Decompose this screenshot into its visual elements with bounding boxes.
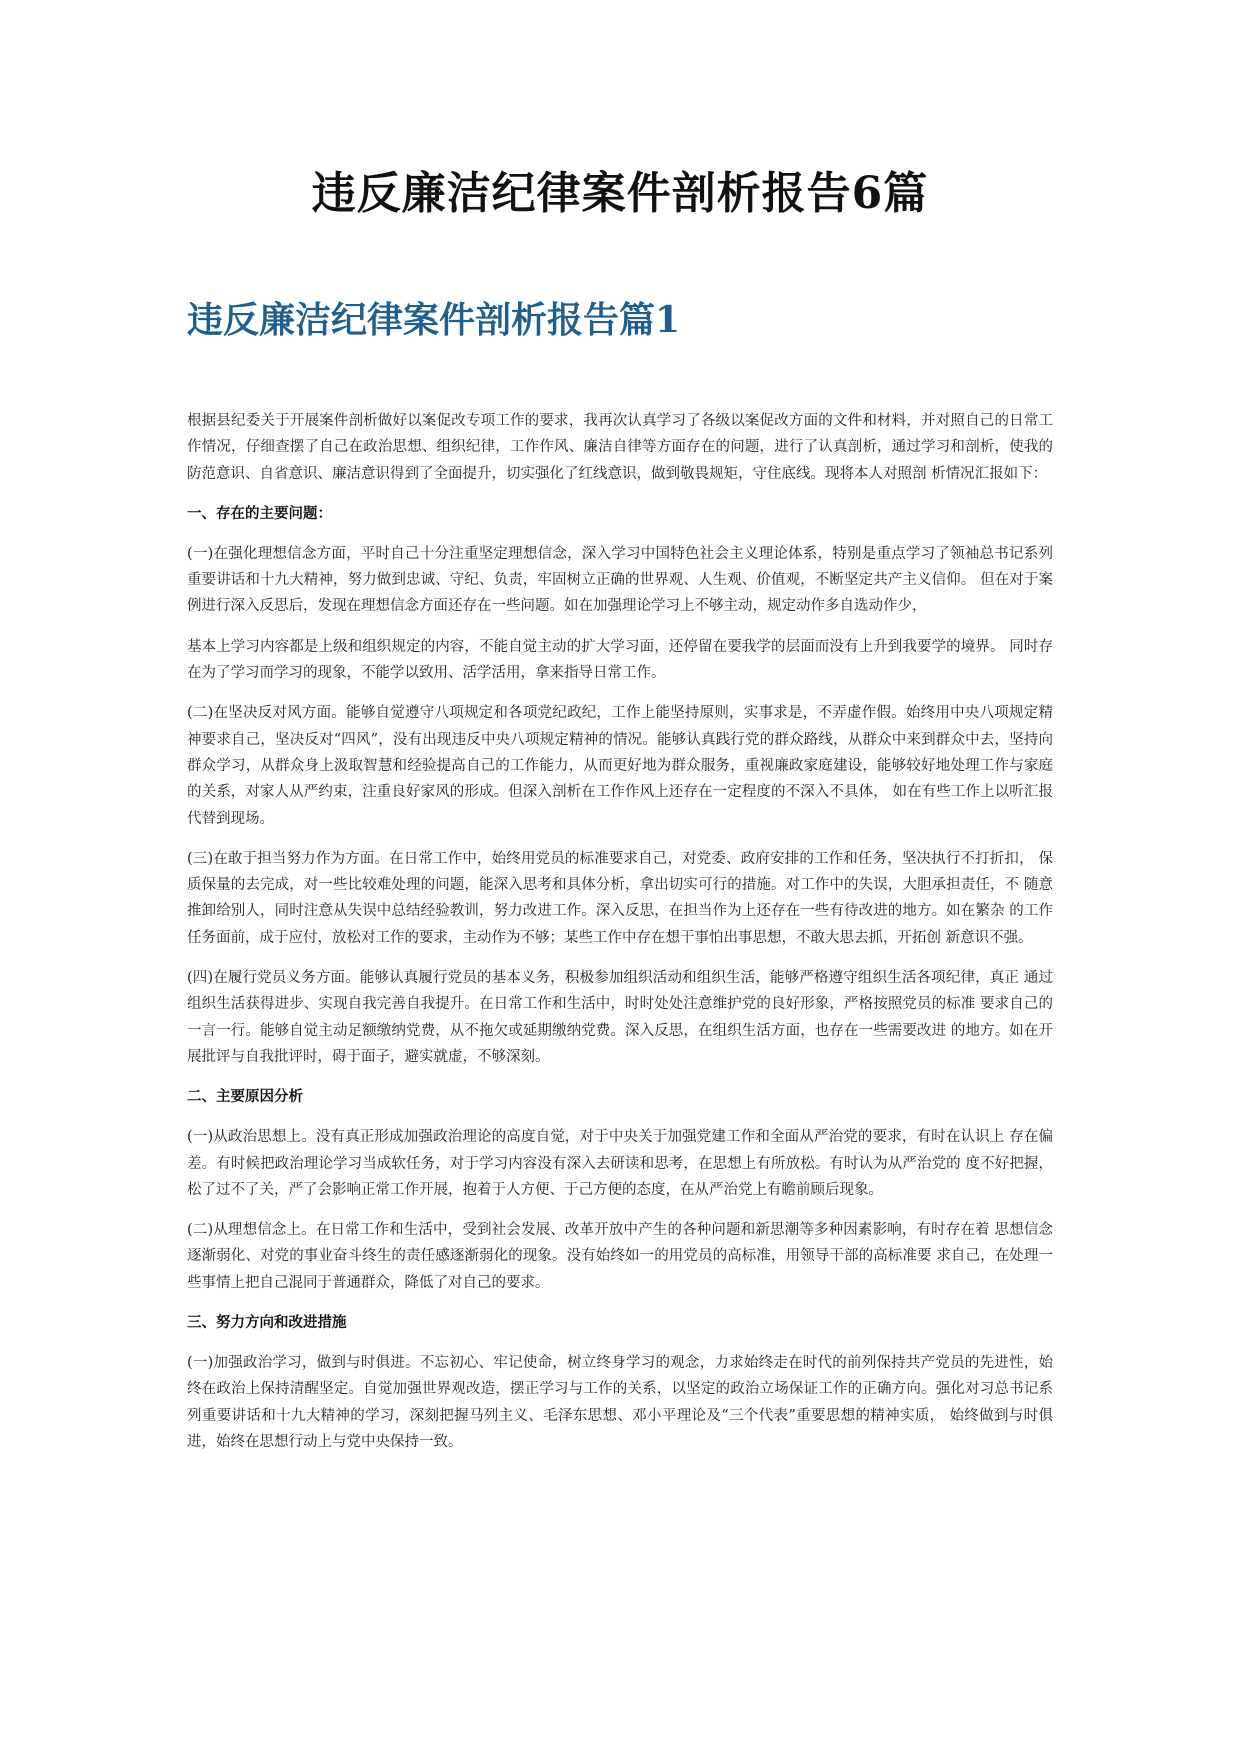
paragraph: (一)从政治思想上。没有真正形成加强政治理论的高度自觉，对于中央关于加强党建工作和全面从严治党的要求，有时在认识上 存在偏差。有时候把政治理论学习当成软任务，对于学习内容没有深入去研读和思考，在思想上有所放松。有时认为从严治党的 度不好把握，松了过不了关，严了会影响正常工作开展，抱着于人方便、于己方便的态度，在从严治党上有瞻前顾后现象。 bbox=[187, 1129, 1053, 1198]
paragraph: (二)在坚决反对风方面。能够自觉遵守八项规定和各项党纪政纪，工作上能坚持原则，实事求是，不弄虚作假。始终用中央八项规定精神要求自己，坚决反对“四风”，没有出现违反中央八项规定精神的情况。能够认真践行党的群众路线，从群众中来到群众中去，坚持向群众学习，从群众身上汲取智慧和经验提高自己的工作能力，从而更好地为群众服务，重视廉政家庭建设，能够较好地处理工作与家庭的关系，对家人从严约束，注重良好家风的形成。但深入剖析在工作作风上还存在一定程度的不深入不具体， 如在有些工作上以听汇报代替到现场。 bbox=[187, 705, 1053, 827]
paragraph: 基本上学习内容都是上级和组织规定的内容，不能自觉主动的扩大学习面，还停留在要我学的层面而没有上升到我要学的境界。 同时存在为了学习而学习的现象，不能学以致用、活学活用，拿来指导日常工作。 bbox=[187, 638, 1053, 682]
heading-cause-analysis: 二、主要原因分析 bbox=[187, 1089, 303, 1106]
paragraph: (三)在敢于担当努力作为方面。在日常工作中，始终用党员的标准要求自己，对党委、政府安排的工作和任务，坚决执行不打折扣， 保质保量的去完成，对一些比较难处理的问题，能深入思考和具体分析，拿出切实可行的措施。对工作中的失误，大胆承担责任，不 随意推卸给别人，同时注意从失误中总结经验教训，努力改进工作。深入反思，在担当作为上还存在一些有待改进的地方。如在繁杂 的工作任务面前，成于应付，放松对工作的要求，主动作为不够；某些工作中存在想干事怕出事思想，不敢大思去抓，开拓创 新意识不强。 bbox=[187, 850, 1053, 946]
document-title: 违反廉洁纪律案件剖析报告6篇 bbox=[311, 168, 929, 219]
paragraph: (一)加强政治学习，做到与时俱进。不忘初心、牢记使命，树立终身学习的观念，力求始终走在时代的前列保持共产党员的先进性，始终在政治上保持清醒坚定。自觉加强世界观改造，摆正学习与工作的关系，以坚定的政治立场保证工作的正确方向。强化对习总书记系列重要讲话和十九大精神的学习，深刻把握马列主义、毛泽东思想、邓小平理论及“三个代表”重要思想的精神实质， 始终做到与时俱进，始终在思想行动上与党中央保持一致。 bbox=[187, 1355, 1053, 1450]
document-body bbox=[187, 408, 1053, 1469]
heading-main-problems: 一、存在的主要问题： bbox=[187, 505, 332, 522]
paragraph: (四)在履行党员义务方面。能够认真履行党员的基本义务，积极参加组织活动和组织生活，能够严格遵守组织生活各项纪律，真正 通过组织生活获得进步、实现自我完善自我提升。在日常工作和生活中，时时处处注意维护党的良好形象，严格按照党员的标准 要求自己的一言一行。能够自觉主动足额缴纳党费，从不拖欠或延期缴纳党费。深入反思，在组织生活方面，也存在一些需要改进 的地方。如在开展批评与自我批评时，碍于面子，避实就虚，不够深刻。 bbox=[187, 970, 1053, 1065]
intro-paragraph: 根据县纪委关于开展案件剖析做好以案促改专项工作的要求，我再次认真学习了各级以案促改方面的文件和材料，并对照自己的日常工作情况，仔细查摆了自己在政治思想、组织纪律，工作作风、廉洁自律等方面存在的问题，进行了认真剖析，通过学习和剖析，使我的防范意识、自省意识、廉洁意识得到了全面提升，切实强化了红线意识，做到敬畏规矩，守住底线。现将本人对照剖 析情况汇报如下： bbox=[187, 413, 1053, 482]
paragraph: (一)在强化理想信念方面，平时自己十分注重坚定理想信念，深入学习中国特色社会主义理论体系，特别是重点学习了领袖总书记系列重要讲话和十九大精神，努力做到忠诚、守纪、负责，牢固树立正确的世界观、人生观、价值观，不断坚定共产主义信仰。 但在对于案例进行深入反思后，发现在理想信念方面还存在一些问题。如在加强理论学习上不够主动，规定动作多自选动作少， bbox=[187, 545, 1053, 615]
heading-improvement-measures: 三、努力方向和改进措施 bbox=[187, 1315, 347, 1332]
paragraph: (二)从理想信念上。在日常工作和生活中，受到社会发展、改革开放中产生的各种问题和新思潮等多种因素影响，有时存在着 思想信念逐渐弱化、对党的事业奋斗终生的责任感逐渐弱化的现象。没有始终如一的用党员的高标准，用领导干部的高标准要 求自己，在处理一些事情上把自己混同于普通群众，降低了对自己的要求。 bbox=[187, 1222, 1053, 1291]
section-title: 违反廉洁纪律案件剖析报告篇1 bbox=[187, 299, 681, 341]
